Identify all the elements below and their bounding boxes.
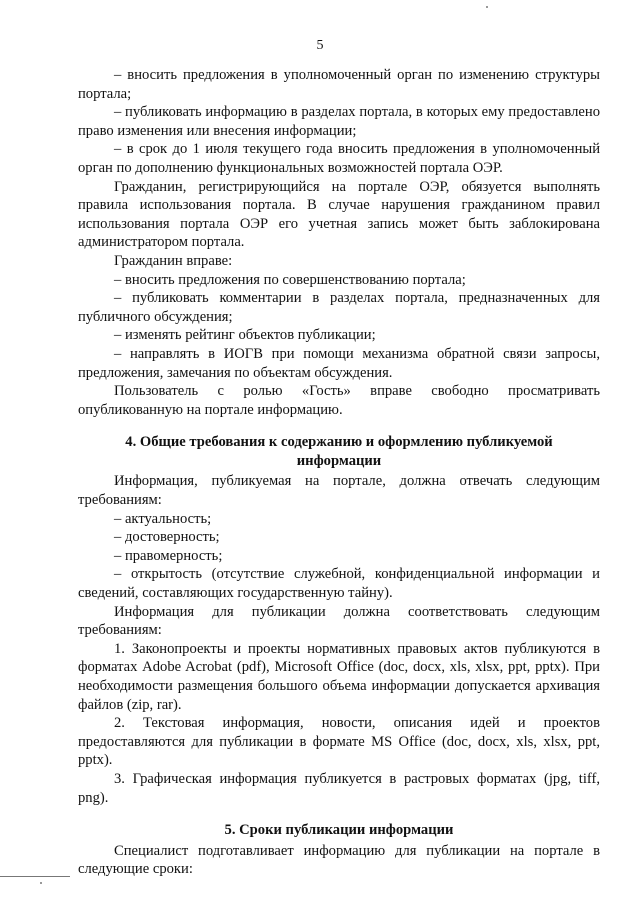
list-item: – изменять рейтинг объектов публикации; [114, 327, 376, 344]
scan-edge-line [0, 876, 70, 877]
section-4-heading [78, 433, 600, 470]
numbered-item: 1. Законопроекты и проекты нормативных правовых актов публикуются в форматах Adobe Acrobat (pdf), Microsoft Office (doc, docx, xls, xlsx, ppt, pptx). При необходимости размещения большого объема информации допускается архивация файлов (zip, rar). [78, 640, 600, 713]
paragraph: Гражданин, регистрирующийся на портале ОЭР, обязуется выполнять правила использования портала. В случае нарушения гражданином правил использования портала ОЭР его учетная запись может быть заблокирована администратором портала. [78, 178, 600, 251]
list-item: – актуальность; [114, 510, 212, 527]
paragraph: – публиковать информацию в разделах портала, в которых ему предоставлено право изменения или внесения информации; [78, 104, 600, 139]
list-item: – публиковать комментарии в разделах портала, предназначенных для публичного обсуждения; [78, 290, 600, 325]
paragraph: Пользователь с ролью «Гость» вправе свободно просматривать опубликованную на портале информацию. [78, 383, 600, 418]
paragraph: – в срок до 1 июля текущего года вносить предложения в уполномоченный орган по дополнению функциональных возможностей портала ОЭР. [78, 141, 600, 176]
list-item: – направлять в ИОГВ при помощи механизма обратной связи запросы, предложения, замечания по объектам обсуждения. [78, 345, 600, 381]
scan-speck [486, 6, 488, 8]
numbered-item: 2. Текстовая информация, новости, описания идей и проектов предоставляются для публикации в формате MS Office (doc, docx, xls, xlsx, ppt, pptx). [78, 715, 600, 769]
numbered-item: 3. Графическая информация публикуется в растровых форматах (jpg, tiff, png). [78, 770, 600, 806]
list-item: – вносить предложения по совершенствованию портала; [114, 271, 466, 288]
section-5-heading: 5. Сроки публикации информации [224, 822, 454, 839]
section-4-heading-line: информации [296, 452, 382, 469]
paragraph: Специалист подготавливает информацию для публикации на портале в следующие сроки: [78, 842, 600, 878]
list-item: – правомерность; [114, 547, 223, 564]
paragraph: Гражданин вправе: [114, 252, 233, 269]
paragraph: Информация, публикуемая на портале, должна отвечать следующим требованиям: [78, 473, 600, 509]
paragraph: Информация для публикации должна соответствовать следующим требованиям: [78, 603, 600, 639]
list-item: – достоверность; [114, 529, 220, 546]
section-4-heading-line: 4. Общие требования к содержанию и оформлению публикуемой [125, 434, 553, 451]
list-item: – открытость (отсутствие служебной, конфиденциальной информации и сведений, составляющих государственную тайну). [78, 566, 600, 602]
document-body [78, 66, 600, 879]
scan-speck [40, 882, 42, 884]
paragraph: – вносить предложения в уполномоченный орган по изменению структуры портала; [78, 67, 600, 102]
page-number: 5 [316, 38, 324, 53]
